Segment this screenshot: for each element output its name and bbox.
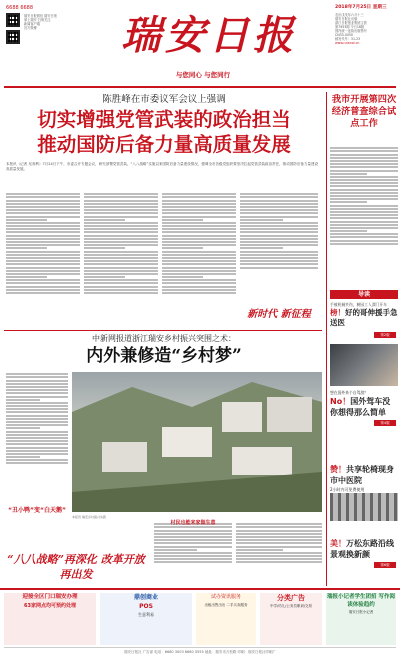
teaser-4-title-wrap xyxy=(330,538,398,560)
second-kicker: 中新网报道浙江瑞安乡村振兴突围之术： xyxy=(92,334,236,343)
text-line xyxy=(6,193,80,195)
text-line xyxy=(84,203,158,205)
campaign-banner: “八八战略”再深化 改革开放再出发 xyxy=(7,553,145,581)
masthead xyxy=(0,0,400,90)
text-line xyxy=(84,219,125,221)
text-line xyxy=(240,209,318,211)
text-line xyxy=(154,542,232,544)
ad-mid2-title: 试办资讯服务 xyxy=(210,594,241,600)
text-line xyxy=(6,447,68,449)
text-line xyxy=(6,418,68,420)
info-line: 国内统一连续出版物号 xyxy=(335,29,367,33)
text-line xyxy=(330,160,398,162)
ad-mid[interactable] xyxy=(100,593,192,645)
text-line xyxy=(330,233,398,235)
ad-far-sub: 瑞安日报小记者 xyxy=(348,610,374,614)
text-line xyxy=(84,254,158,256)
ad-mid-sub2: 生意利易 xyxy=(138,612,154,617)
text-line xyxy=(236,539,322,541)
qr-code-2 xyxy=(6,30,20,44)
ad-mid2-sub: 出租出售出出 二手买卖服务 xyxy=(204,603,248,607)
ad-left-title: 迎接全区门口瑞安办理 xyxy=(22,594,78,600)
text-line xyxy=(236,549,283,551)
text-line xyxy=(6,450,68,452)
text-line xyxy=(6,257,80,259)
text-line xyxy=(236,536,322,538)
text-line xyxy=(6,200,80,202)
text-line xyxy=(330,154,398,156)
text-line xyxy=(6,279,80,281)
text-line xyxy=(240,216,318,218)
pull-quote-2: 村民也能来家做生意 xyxy=(170,520,216,526)
text-line xyxy=(6,270,80,272)
ad-strip xyxy=(0,588,400,646)
second-story xyxy=(4,330,322,586)
teaser-4-title: 万松东路沿线景观换新颜 xyxy=(330,539,394,559)
pull-quote-1: “丑小鸭”变“白天鹅” xyxy=(8,507,66,514)
text-line xyxy=(6,244,80,246)
masthead-info xyxy=(335,13,397,81)
text-line xyxy=(6,282,80,284)
text-line xyxy=(154,555,232,557)
text-line xyxy=(162,238,236,240)
second-body-col-2 xyxy=(154,522,232,582)
teaser-1[interactable] xyxy=(330,302,398,344)
text-line xyxy=(330,227,398,229)
text-line xyxy=(240,193,318,195)
text-line xyxy=(236,552,322,554)
text-line xyxy=(6,424,68,426)
text-line xyxy=(6,392,68,394)
teaser-3-title-wrap xyxy=(330,464,398,486)
text-line xyxy=(84,286,158,288)
teaser-photo xyxy=(330,344,398,386)
text-line xyxy=(162,200,236,202)
text-line xyxy=(84,279,158,281)
teaser-3-title: 共享轮椅现身市中医院 xyxy=(330,465,394,485)
text-line xyxy=(84,228,158,230)
text-line xyxy=(6,402,68,404)
text-line xyxy=(330,176,398,178)
text-line xyxy=(162,260,236,262)
site-url: www.ruianol.cn xyxy=(335,41,360,45)
masthead-logo: 瑞安日报 xyxy=(121,12,297,59)
text-line xyxy=(6,459,68,461)
text-line xyxy=(330,170,398,172)
masthead-phone xyxy=(6,4,51,12)
text-line xyxy=(162,225,236,227)
lead-body-col-1 xyxy=(6,192,80,334)
text-line xyxy=(236,530,322,532)
text-line xyxy=(162,257,236,259)
text-line xyxy=(84,200,158,202)
lead-summary: 本报讯（记者 吴寿利）7月24日下午，市委召开专题会议，研究部署党管武装、“八八战略”实施以来国防后备力量建设情况，强调全市各级党组织要坚决扛起党管武装政治责任，推动国防后备力量建设高质量发展。 xyxy=(6,162,318,171)
text-line xyxy=(162,222,236,224)
lead-stamp: 新时代 新征程 xyxy=(247,309,311,320)
lead-title-1: 切实增强党管武装的政治担当 xyxy=(37,108,291,131)
text-line xyxy=(162,231,236,233)
text-line xyxy=(240,235,318,237)
text-line xyxy=(162,276,203,278)
text-line xyxy=(6,405,68,407)
teaser-2-chip: 第4版 xyxy=(374,420,396,426)
text-line xyxy=(240,247,283,249)
text-line xyxy=(240,257,318,259)
text-line xyxy=(236,542,322,544)
text-line xyxy=(154,539,232,541)
ad-mid2[interactable] xyxy=(196,593,256,645)
text-line xyxy=(330,224,398,226)
text-line xyxy=(330,166,398,168)
text-line xyxy=(240,200,318,202)
text-line xyxy=(84,251,158,253)
text-line xyxy=(162,254,236,256)
text-line xyxy=(236,526,322,528)
teaser-2[interactable] xyxy=(330,390,398,460)
text-line xyxy=(236,523,322,525)
text-line xyxy=(162,289,236,291)
text-line xyxy=(162,193,236,195)
text-line xyxy=(6,228,80,230)
text-line xyxy=(162,209,236,211)
text-line xyxy=(154,552,232,554)
second-rule xyxy=(4,330,322,331)
teaser-1-mark: 榜！ xyxy=(330,308,345,317)
text-line xyxy=(330,189,398,191)
lead-kicker: 陈胜峰在市委议军会议上强调 xyxy=(102,94,226,105)
text-line xyxy=(6,434,68,436)
text-line xyxy=(6,376,68,378)
text-line xyxy=(6,203,80,205)
text-line xyxy=(236,533,322,535)
text-line xyxy=(154,561,232,563)
text-line xyxy=(240,263,318,265)
text-line xyxy=(6,286,80,288)
text-line xyxy=(240,251,318,253)
second-body-col-1 xyxy=(6,372,68,502)
ad-left[interactable] xyxy=(4,593,96,645)
text-line xyxy=(330,173,367,175)
text-line xyxy=(6,209,80,211)
text-line xyxy=(162,235,236,237)
text-line xyxy=(240,244,318,246)
teaser-1-title-wrap xyxy=(330,308,398,328)
text-line xyxy=(6,241,80,243)
text-line xyxy=(330,217,398,219)
text-line xyxy=(6,399,40,401)
lead-body-col-3 xyxy=(162,192,236,334)
text-line xyxy=(330,214,398,216)
text-line xyxy=(162,282,236,284)
text-line xyxy=(6,212,80,214)
info-line: CN33-0050 xyxy=(335,33,353,37)
text-line xyxy=(84,225,158,227)
text-line xyxy=(84,273,158,275)
text-line xyxy=(240,222,318,224)
text-line xyxy=(6,247,47,249)
text-line xyxy=(6,292,80,294)
text-line xyxy=(162,196,236,198)
text-line xyxy=(84,270,158,272)
text-line xyxy=(6,427,40,429)
text-line xyxy=(162,212,236,214)
text-line xyxy=(236,558,322,560)
text-line xyxy=(162,270,236,272)
text-line xyxy=(6,373,68,375)
text-line xyxy=(162,241,236,243)
text-line xyxy=(330,243,398,245)
teaser-1-title: 好的哥伸援手急送医 xyxy=(330,308,398,327)
text-line xyxy=(240,260,318,262)
phone-number: 6688 6688 xyxy=(6,5,34,11)
text-line xyxy=(84,267,158,269)
text-line xyxy=(154,530,232,532)
text-line xyxy=(330,185,398,187)
text-line xyxy=(240,228,318,230)
text-line xyxy=(6,219,47,221)
ad-right[interactable] xyxy=(260,593,322,645)
text-line xyxy=(84,206,158,208)
text-line xyxy=(330,198,398,200)
footer: 瑞安日报社 广告部 电话：6680 3003 6680 5555 地址：瑞安市万松路 印刷：瑞安日报社印刷厂 xyxy=(4,647,396,655)
text-line xyxy=(84,193,158,195)
text-line xyxy=(240,231,318,233)
text-line xyxy=(6,276,47,278)
text-line xyxy=(84,216,158,218)
text-line xyxy=(84,276,125,278)
text-line xyxy=(162,244,236,246)
text-line xyxy=(162,247,203,249)
text-line xyxy=(6,206,80,208)
text-line xyxy=(162,219,203,221)
text-line xyxy=(154,546,232,548)
text-line xyxy=(162,216,236,218)
text-line xyxy=(84,282,158,284)
text-line xyxy=(330,201,367,203)
text-line xyxy=(6,251,80,253)
text-line xyxy=(84,247,125,249)
text-line xyxy=(162,263,236,265)
text-line xyxy=(84,241,158,243)
ad-far[interactable] xyxy=(326,593,396,645)
teaser-2-title: 国外驾车没你想得那么简单 xyxy=(330,397,391,417)
text-line xyxy=(6,289,80,291)
ad-mid-title: 鼎创商业 xyxy=(133,594,158,601)
text-line xyxy=(330,150,398,152)
text-line xyxy=(240,212,318,214)
text-line xyxy=(84,222,158,224)
text-line xyxy=(6,453,68,455)
text-line xyxy=(6,421,68,423)
text-line xyxy=(6,386,68,388)
text-line xyxy=(6,267,80,269)
text-line xyxy=(6,260,80,262)
text-line xyxy=(240,206,318,208)
text-line xyxy=(6,437,68,439)
text-line xyxy=(330,192,398,194)
ad-right-title: 分类广告 xyxy=(277,594,305,602)
text-line xyxy=(162,292,236,294)
text-line xyxy=(330,211,398,213)
text-line xyxy=(162,203,236,205)
text-line xyxy=(240,203,318,205)
photo-caption: 本报讯 瑞安乡村振兴实践 xyxy=(72,515,106,519)
teaser-3[interactable] xyxy=(330,464,398,536)
info-line: 邮发代号：31-23 xyxy=(335,37,361,41)
text-line xyxy=(6,235,80,237)
story1-title: 我市开展第四次经济普查综合试点工作 xyxy=(331,94,397,129)
text-line xyxy=(6,216,80,218)
lead-body-col-4 xyxy=(240,192,318,302)
text-line xyxy=(6,440,68,442)
text-line xyxy=(330,230,367,232)
teaser-3-sub: 2小时内可免费使用 xyxy=(330,487,365,492)
info-line: 瑞安日报社出版 xyxy=(335,17,358,21)
text-line xyxy=(162,251,236,253)
ad-far-title: 瑞报小记者学生团招 写作阅读体验趋约 xyxy=(327,594,395,608)
text-line xyxy=(154,558,232,560)
masthead-rule xyxy=(4,86,396,88)
text-line xyxy=(162,267,236,269)
info-line: 浙江日报报业集团主管 xyxy=(335,21,367,25)
text-line xyxy=(6,389,68,391)
village-illustration xyxy=(72,372,322,512)
text-line xyxy=(240,241,318,243)
text-line xyxy=(6,431,68,433)
wheelchair-photo xyxy=(330,493,398,521)
info-line: 农历戊戌年六月十三 xyxy=(335,13,364,17)
text-line xyxy=(330,179,398,181)
text-line xyxy=(84,244,158,246)
text-line xyxy=(330,195,398,197)
story1-body xyxy=(330,146,398,286)
text-line xyxy=(240,219,283,221)
teaser-2-kicker: 想在国外来个自驾游？ xyxy=(330,390,368,395)
text-line xyxy=(6,411,68,413)
teaser-1-kicker: 手被机械夹伤，树园工人漂门开车 xyxy=(330,302,387,307)
text-line xyxy=(84,212,158,214)
text-line xyxy=(84,231,158,233)
lead-body-col-2 xyxy=(84,192,158,334)
text-line xyxy=(6,222,80,224)
right-column xyxy=(326,92,398,586)
text-line xyxy=(6,238,80,240)
text-line xyxy=(84,263,158,265)
village-photo xyxy=(72,372,322,512)
text-line xyxy=(84,257,158,259)
text-line xyxy=(240,225,318,227)
text-line xyxy=(84,292,158,294)
text-line xyxy=(154,533,232,535)
teaser-1-chip: 第2版 xyxy=(374,332,396,338)
text-line xyxy=(236,546,322,548)
text-line xyxy=(6,408,68,410)
daodu-label: 导读 xyxy=(330,290,398,299)
text-line xyxy=(84,289,158,291)
text-line xyxy=(6,254,80,256)
qr-code-1 xyxy=(6,13,20,27)
text-line xyxy=(162,286,236,288)
text-line xyxy=(330,240,398,242)
teaser-2-title-wrap xyxy=(330,396,398,418)
text-line xyxy=(240,267,318,269)
text-line xyxy=(330,208,398,210)
teaser-4-chip: 第6版 xyxy=(374,562,396,568)
text-line xyxy=(6,456,40,458)
text-line xyxy=(236,561,322,563)
text-line xyxy=(240,254,318,256)
text-line xyxy=(330,182,398,184)
ad-right-sub: 中学/幼儿/公务员职训/交易 xyxy=(269,604,313,608)
text-line xyxy=(6,415,68,417)
lead-story xyxy=(4,92,322,342)
teaser-4-mark: 美！ xyxy=(330,539,346,548)
text-line xyxy=(330,221,398,223)
text-line xyxy=(154,536,232,538)
text-line xyxy=(162,206,236,208)
second-body-col-3 xyxy=(236,522,322,582)
text-line xyxy=(330,236,398,238)
text-line xyxy=(6,263,80,265)
text-line xyxy=(84,235,158,237)
text-line xyxy=(84,209,158,211)
text-line xyxy=(236,555,322,557)
masthead-slogan: 与您同心 与您同行 xyxy=(175,71,231,79)
text-line xyxy=(154,549,197,551)
text-line xyxy=(6,396,68,398)
text-line xyxy=(162,273,236,275)
text-line xyxy=(162,228,236,230)
teaser-3-mark: 赞！ xyxy=(330,465,346,474)
text-line xyxy=(84,260,158,262)
second-title: 内外兼修造“乡村梦” xyxy=(86,346,242,366)
ad-left-sub: 63家网点均可预约处理 xyxy=(24,603,76,609)
text-line xyxy=(6,380,68,382)
text-line xyxy=(240,238,318,240)
info-line: 第7953期 今日16版 xyxy=(335,25,365,29)
text-line xyxy=(162,279,236,281)
text-line xyxy=(6,231,80,233)
teaser-4[interactable] xyxy=(330,538,398,582)
text-line xyxy=(84,196,158,198)
text-line xyxy=(6,273,80,275)
text-line xyxy=(330,205,398,207)
masthead-left-info: 瑞安日报微信 瑞安日报 掌上瑞安 扫码关注 新闻客户端 官方微博 xyxy=(24,14,57,30)
text-line xyxy=(330,157,398,159)
text-line xyxy=(6,443,68,445)
lead-title-2: 推动国防后备力量高质量发展 xyxy=(37,133,291,156)
ad-mid-sub: POS xyxy=(139,603,153,610)
teaser-2-mark: No！ xyxy=(330,397,351,406)
text-line xyxy=(6,383,68,385)
text-line xyxy=(330,163,398,165)
text-line xyxy=(6,462,68,464)
text-line xyxy=(240,196,318,198)
masthead-date: 2018年7月25日 星期三 xyxy=(335,5,387,10)
text-line xyxy=(6,196,80,198)
text-line xyxy=(6,225,80,227)
text-line xyxy=(330,147,398,149)
text-line xyxy=(84,238,158,240)
